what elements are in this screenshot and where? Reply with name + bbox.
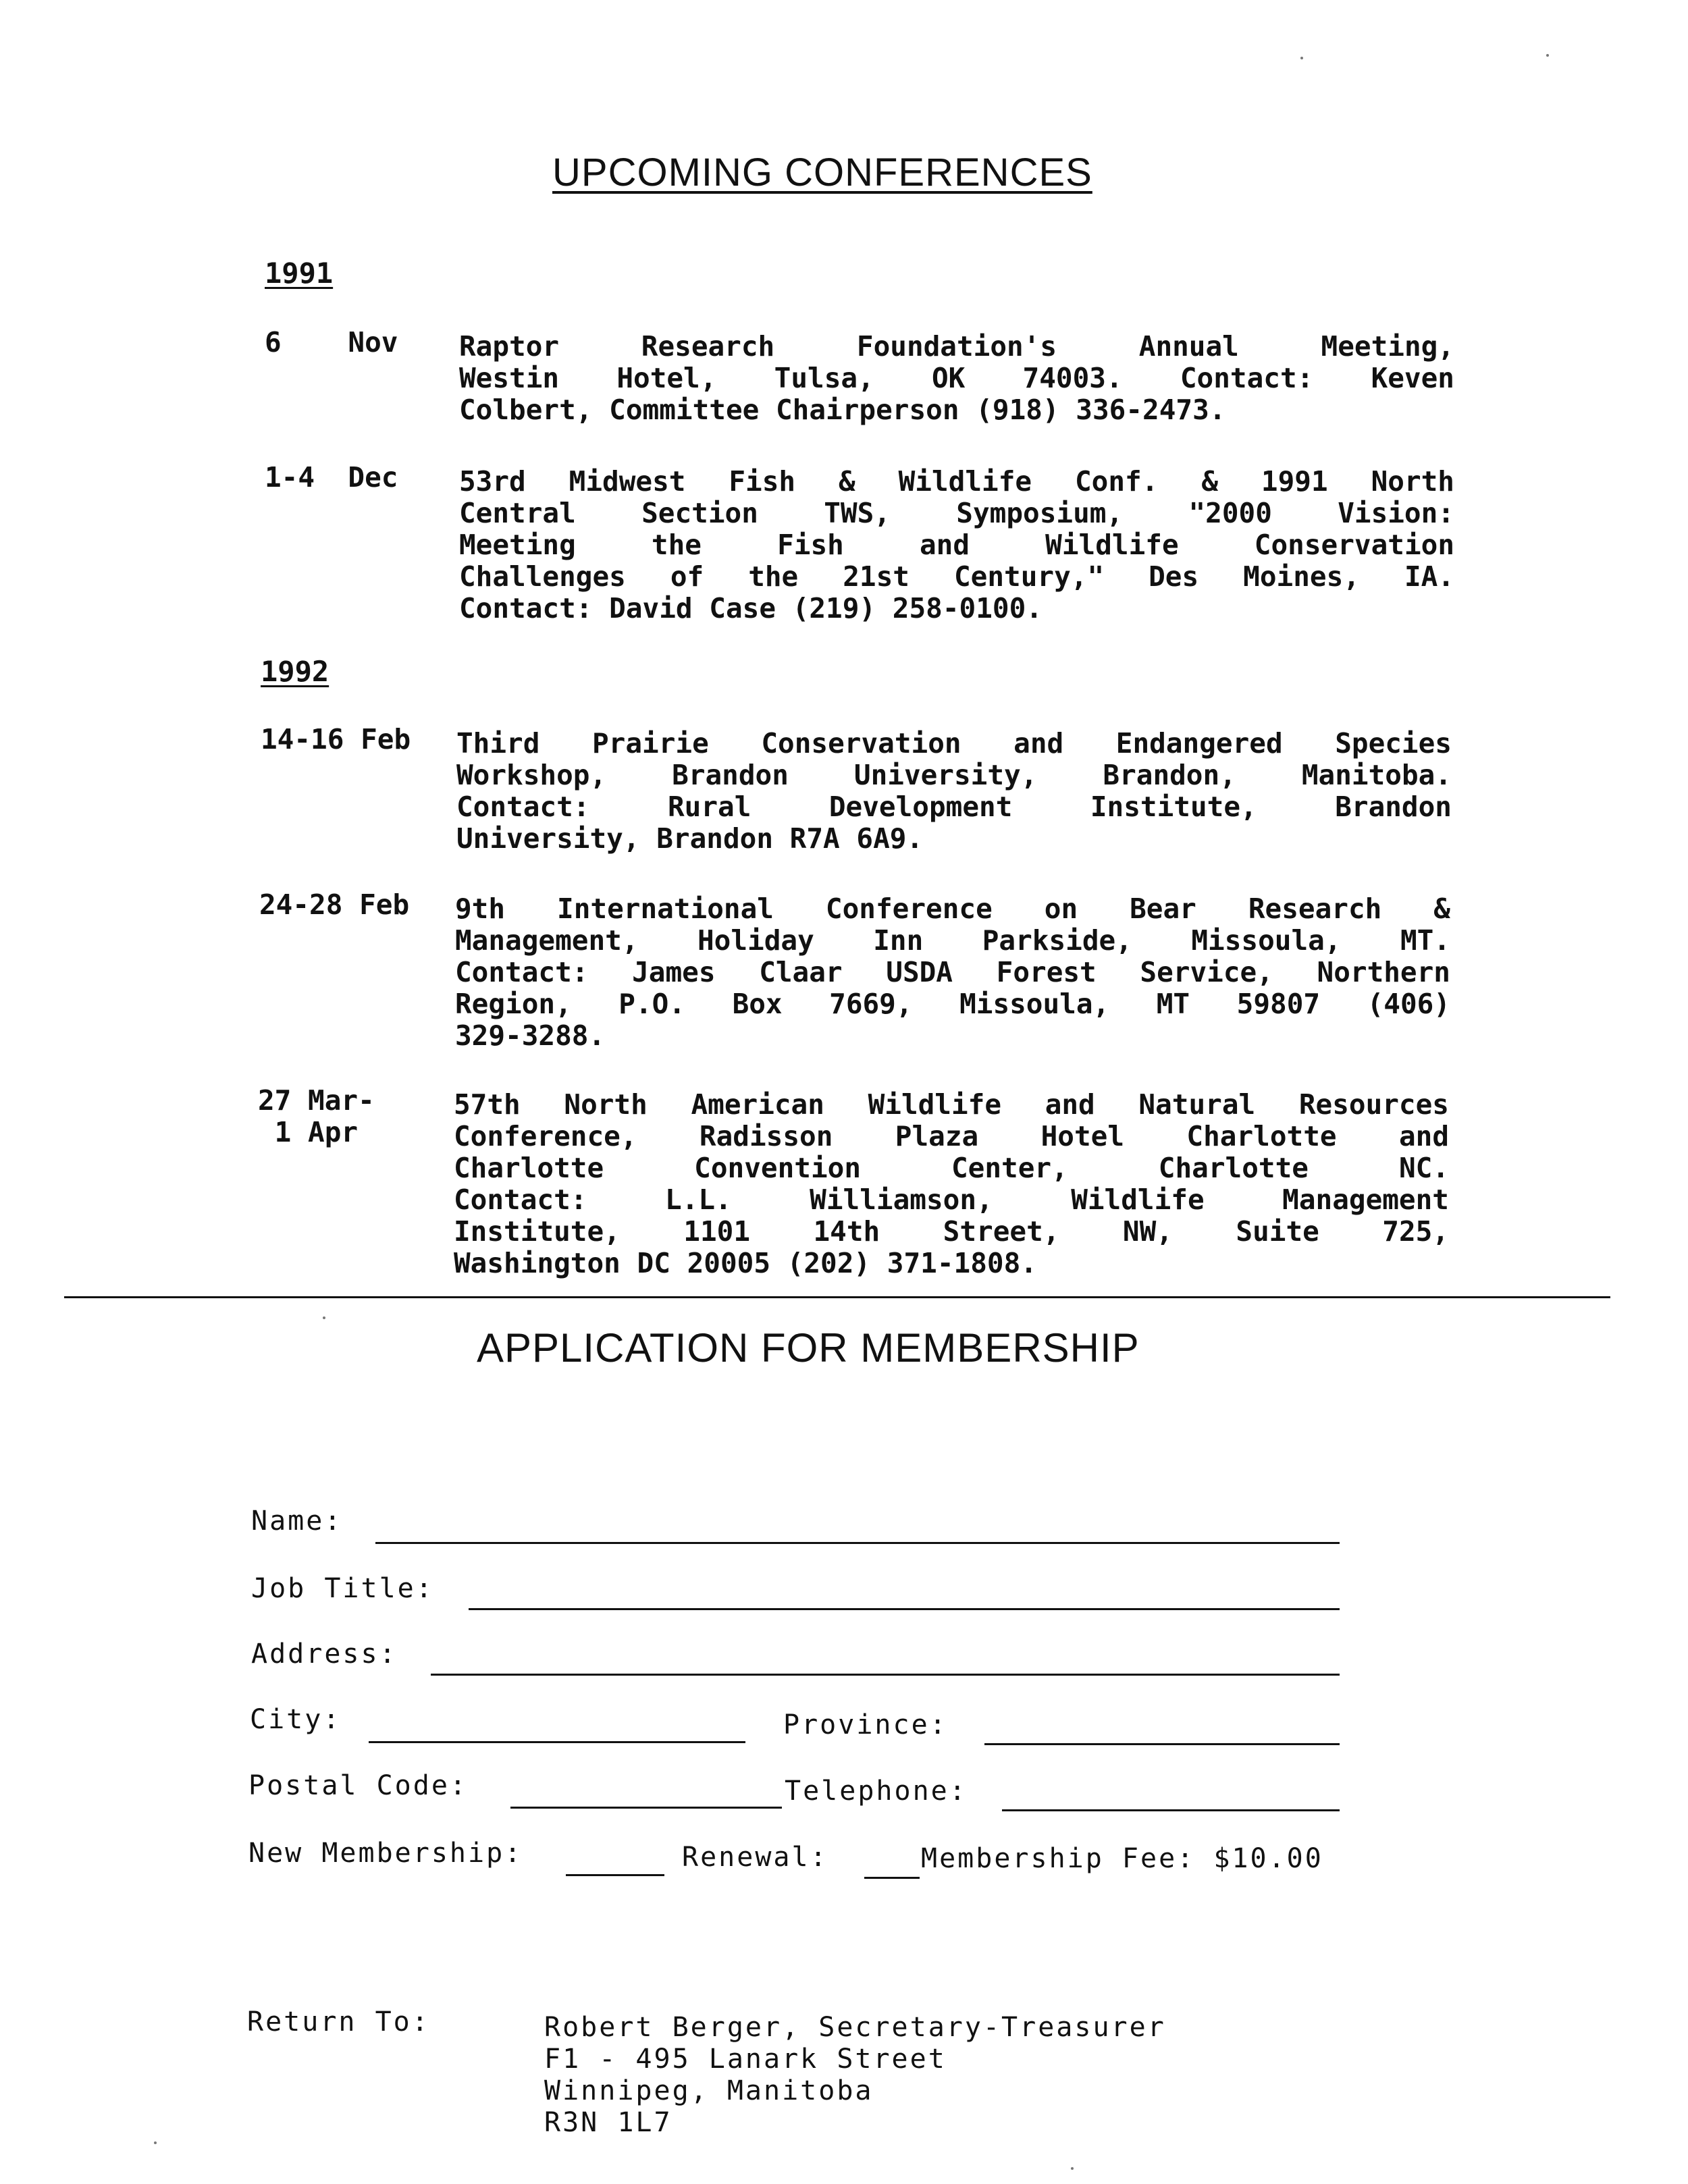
job-title-label: Job Title: xyxy=(251,1573,434,1604)
job-title-field[interactable] xyxy=(469,1608,1340,1610)
event-description xyxy=(459,331,1454,426)
postal-code-label: Postal Code: xyxy=(248,1770,468,1801)
event-date: 1-4 Dec xyxy=(265,461,398,494)
event-line: Challenges of the 21st Century," Des Moines, IA. xyxy=(459,560,1454,593)
event-line: Central Section TWS, Symposium, "2000 Vision: xyxy=(459,497,1454,529)
name-label: Name: xyxy=(251,1506,343,1537)
province-label: Province: xyxy=(783,1709,948,1740)
event-line: Management, Holiday Inn Parkside, Missoula, MT. xyxy=(455,924,1450,957)
scan-speck xyxy=(1071,2167,1074,2170)
year-heading-1991: 1991 xyxy=(265,257,334,290)
event-line: Raptor Research Foundation's Annual Meeting, xyxy=(459,330,1454,363)
event-line: 9th International Conference on Bear Research & xyxy=(455,893,1450,925)
event-line: Washington DC 20005 (202) 371-1808. xyxy=(454,1247,1037,1279)
event-line: Contact: L.L. Williamson, Wildlife Management xyxy=(454,1183,1449,1216)
event-date: 14-16 Feb xyxy=(261,723,411,755)
event-line: Institute, 1101 14th Street, NW, Suite 725, xyxy=(454,1215,1449,1248)
event-line: 57th North American Wildlife and Natural Resources xyxy=(454,1088,1449,1121)
event-line: Conference, Radisson Plaza Hotel Charlotte and xyxy=(454,1120,1449,1152)
new-membership-label: New Membership: xyxy=(248,1838,523,1869)
event-date-end: 1 Apr xyxy=(258,1116,359,1148)
event-description xyxy=(456,728,1452,855)
event-line: 53rd Midwest Fish & Wildlife Conf. & 1991 North xyxy=(459,465,1454,498)
event-description xyxy=(454,1089,1449,1279)
event-line: Contact: Rural Development Institute, Brandon xyxy=(456,791,1452,823)
event-date: 6 Nov xyxy=(265,326,398,358)
conferences-title: UPCOMING CONFERENCES xyxy=(552,151,1092,194)
telephone-label: Telephone: xyxy=(785,1776,968,1807)
city-field[interactable] xyxy=(369,1741,745,1743)
scan-speck xyxy=(1300,57,1303,59)
event-date: 24-28 Feb xyxy=(259,888,410,921)
event-line: Charlotte Convention Center, Charlotte NC. xyxy=(454,1152,1449,1184)
membership-fee-label: Membership Fee: $10.00 xyxy=(921,1843,1323,1874)
address-label: Address: xyxy=(251,1639,398,1670)
event-line: Meeting the Fish and Wildlife Conservation xyxy=(459,529,1454,561)
renewal-field[interactable] xyxy=(864,1877,920,1879)
address-field[interactable] xyxy=(431,1674,1340,1676)
address-line: R3N 1L7 xyxy=(544,2107,672,2138)
postal-code-field[interactable] xyxy=(510,1807,782,1809)
event-description xyxy=(459,466,1454,624)
event-line: University, Brandon R7A 6A9. xyxy=(456,822,924,855)
return-to-label: Return To: xyxy=(247,2006,430,2037)
event-line: Workshop, Brandon University, Brandon, Manitoba. xyxy=(456,759,1452,791)
return-address xyxy=(544,2012,1166,2139)
scan-speck xyxy=(154,2141,157,2144)
address-line: Robert Berger, Secretary-Treasurer xyxy=(544,2012,1166,2043)
membership-title: APPLICATION FOR MEMBERSHIP xyxy=(477,1325,1140,1370)
event-line: Region, P.O. Box 7669, Missoula, MT 59807 (406) xyxy=(455,988,1450,1020)
scan-speck xyxy=(1546,54,1549,57)
event-line: Contact: James Claar USDA Forest Service, Northern xyxy=(455,956,1450,988)
name-field[interactable] xyxy=(375,1542,1340,1544)
telephone-field[interactable] xyxy=(1002,1809,1340,1811)
event-line: Colbert, Committee Chairperson (918) 336-2473. xyxy=(459,394,1226,426)
address-line: F1 - 495 Lanark Street xyxy=(544,2044,947,2075)
renewal-label: Renewal: xyxy=(682,1842,828,1873)
event-date: 27 Mar- xyxy=(258,1084,375,1117)
address-line: Winnipeg, Manitoba xyxy=(544,2075,874,2106)
new-membership-field[interactable] xyxy=(566,1874,664,1876)
scan-speck xyxy=(323,1316,325,1319)
event-line: 329-3288. xyxy=(455,1019,606,1052)
event-description xyxy=(455,893,1450,1052)
year-heading-1992: 1992 xyxy=(261,655,329,688)
city-label: City: xyxy=(250,1704,342,1735)
section-divider xyxy=(64,1296,1610,1298)
event-line: Westin Hotel, Tulsa, OK 74003. Contact: Keven xyxy=(459,362,1454,394)
province-field[interactable] xyxy=(984,1743,1340,1745)
event-line: Third Prairie Conservation and Endangered Species xyxy=(456,727,1452,760)
event-line: Contact: David Case (219) 258-0100. xyxy=(459,592,1043,624)
